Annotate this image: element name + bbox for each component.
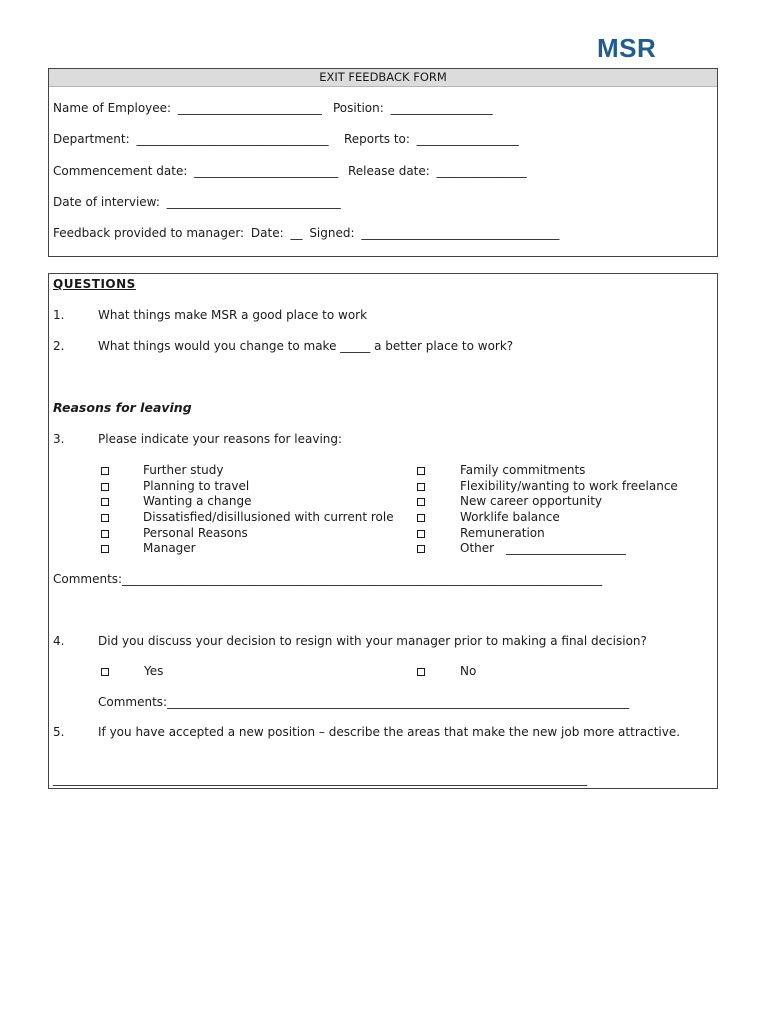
reason-label: Remuneration (460, 526, 545, 540)
q1-number: 1. (53, 308, 65, 322)
q4-comments-label: Comments: (98, 695, 168, 709)
department-row (53, 132, 329, 146)
reason-checkbox[interactable] (101, 530, 109, 538)
q3-text: Please indicate your reasons for leaving: (98, 432, 343, 446)
q5-text: If you have accepted a new position – describe the areas that make the new job more attractive. (98, 725, 681, 739)
employee-row (53, 101, 322, 115)
reason-checkbox[interactable] (101, 467, 109, 475)
release-row (348, 164, 527, 178)
q4-comments-row (98, 695, 629, 709)
commencement-date-field[interactable]: ________________________ (194, 164, 339, 178)
employee-name-field[interactable]: ________________________ (177, 101, 322, 115)
q5-number: 5. (53, 725, 65, 739)
feedback-date-label: Date: (250, 226, 284, 240)
interview-row (53, 195, 341, 209)
yes-checkbox[interactable] (101, 668, 109, 676)
reports-row (344, 132, 519, 146)
questions-heading: QUESTIONS (53, 277, 136, 291)
no-checkbox[interactable] (417, 668, 425, 676)
release-date-label: Release date: (348, 164, 430, 178)
position-label: Position: (333, 101, 384, 115)
form-title: EXIT FEEDBACK FORM (49, 69, 717, 87)
other-reason-field[interactable]: ____________________ (506, 541, 626, 555)
release-date-field[interactable]: _______________ (436, 164, 527, 178)
q1-text: What things make MSR a good place to work (98, 308, 368, 322)
employee-details-section (48, 68, 718, 257)
q5-answer-field[interactable]: _________________________________________________________________________________________ (53, 772, 587, 786)
reason-label: Dissatisfied/disillusioned with current role (143, 510, 394, 524)
yes-label: Yes (144, 664, 164, 678)
interview-date-field[interactable]: _____________________________ (166, 195, 341, 209)
reason-checkbox[interactable] (417, 545, 425, 553)
no-label: No (460, 664, 477, 678)
commencement-row (53, 164, 338, 178)
position-field[interactable]: _________________ (390, 101, 493, 115)
reports-to-field[interactable]: _________________ (416, 132, 519, 146)
reasons-heading: Reasons for leaving (53, 400, 192, 415)
q2-number: 2. (53, 339, 65, 353)
reason-checkbox[interactable] (417, 530, 425, 538)
reason-label: Wanting a change (143, 494, 252, 508)
q4-number: 4. (53, 634, 65, 648)
reason-label: Planning to travel (143, 479, 250, 493)
reason-checkbox[interactable] (417, 514, 425, 522)
reason-label: Other (460, 541, 495, 555)
reason-checkbox[interactable] (101, 545, 109, 553)
feedback-row (53, 226, 559, 240)
feedback-label: Feedback provided to manager: (53, 226, 245, 240)
q3-comments-field[interactable]: ________________________________________________________________________________ (122, 572, 603, 586)
reason-checkbox[interactable] (417, 483, 425, 491)
q4-comments-field[interactable]: _____________________________________________________________________________ (167, 695, 630, 709)
commencement-date-label: Commencement date: (53, 164, 188, 178)
questions-section (48, 273, 718, 789)
interview-date-label: Date of interview: (53, 195, 160, 209)
reason-label: Family commitments (460, 463, 586, 477)
q2-text: What things would you change to make _____ a better place to work? (98, 339, 514, 353)
q4-text: Did you discuss your decision to resign with your manager prior to making a final decision? (98, 634, 647, 648)
reason-label: Worklife balance (460, 510, 560, 524)
reason-checkbox[interactable] (101, 498, 109, 506)
reason-label: Manager (143, 541, 196, 555)
reason-label: Flexibility/wanting to work freelance (460, 479, 678, 493)
reason-label: Further study (143, 463, 224, 477)
feedback-date-field[interactable]: __ (290, 226, 303, 240)
employee-name-label: Name of Employee: (53, 101, 172, 115)
position-row (333, 101, 493, 115)
reason-label: New career opportunity (460, 494, 603, 508)
reason-label: Personal Reasons (143, 526, 248, 540)
department-field[interactable]: ________________________________ (136, 132, 329, 146)
q3-comments-label: Comments: (53, 572, 123, 586)
signed-label: Signed: (309, 226, 355, 240)
q3-comments-row (53, 572, 602, 586)
reason-checkbox[interactable] (417, 498, 425, 506)
reason-checkbox[interactable] (101, 514, 109, 522)
department-label: Department: (53, 132, 130, 146)
reason-checkbox[interactable] (417, 467, 425, 475)
q3-number: 3. (53, 432, 65, 446)
reports-to-label: Reports to: (344, 132, 410, 146)
msr-logo: MSR (597, 33, 657, 63)
reason-checkbox[interactable] (101, 483, 109, 491)
signed-field[interactable]: _________________________________ (361, 226, 560, 240)
